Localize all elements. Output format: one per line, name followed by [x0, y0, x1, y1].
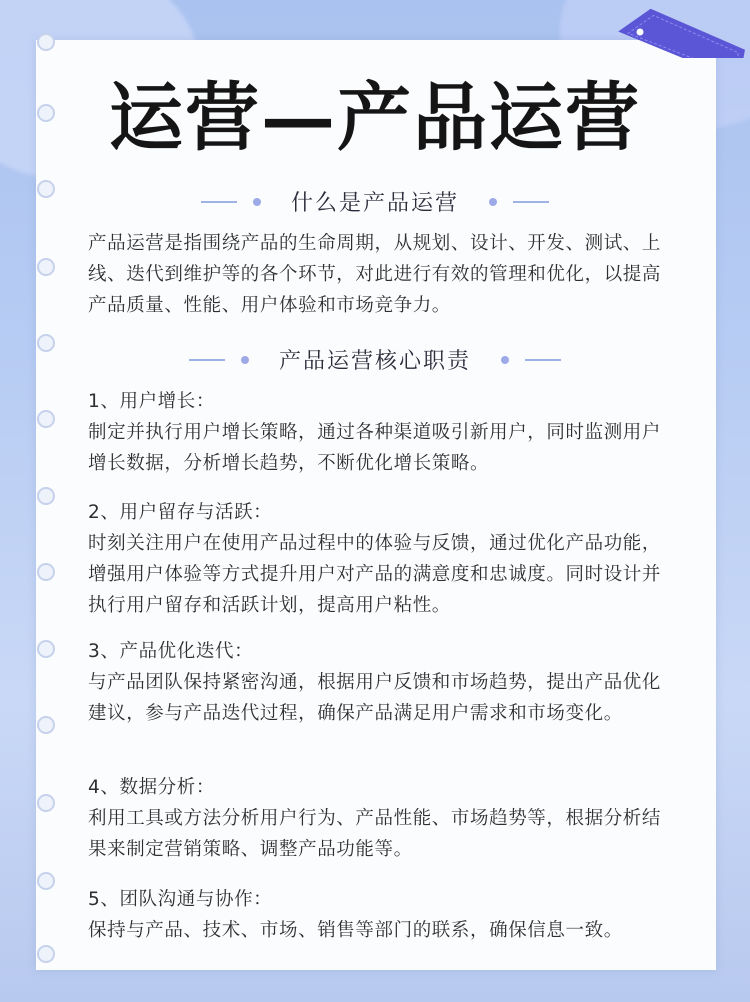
binder-ring-icon [37, 716, 55, 734]
dot-icon [253, 198, 261, 206]
duty-item-title: 3、产品优化迭代： [88, 641, 254, 662]
section-heading-text: 什么是产品运营 [290, 191, 459, 216]
binder-ring-icon [37, 258, 55, 276]
section-body-what-is: 产品运营是指围绕产品的生命周期，从规划、设计、开发、测试、上线、迭代到维护等的各个环节，对此进行有效的管理和优化，以提高产品质量、性能、用户体验和市场竞争力。 [88, 233, 662, 316]
duty-item-title: 1、用户增长： [88, 391, 215, 412]
section-heading-what-is [0, 186, 750, 217]
divider-line [189, 359, 225, 361]
duty-item [88, 772, 668, 865]
section-heading-text: 产品运营核心职责 [278, 349, 471, 374]
duty-item [88, 386, 668, 479]
divider-line [513, 201, 549, 203]
binder-ring-icon [37, 563, 55, 581]
duty-item [88, 636, 668, 729]
bookmark-tag-icon [618, 8, 748, 58]
page-title: 运营—产品运营 [109, 75, 641, 161]
duty-item-title: 5、团队沟通与协作： [88, 889, 273, 910]
dot-icon [241, 356, 249, 364]
binder-ring-icon [37, 794, 55, 812]
binder-ring-icon [37, 945, 55, 963]
duty-item-body: 保持与产品、技术、市场、销售等部门的联系，确保信息一致。 [88, 920, 623, 941]
divider-line [201, 201, 237, 203]
duty-item-body: 利用工具或方法分析用户行为、产品性能、市场趋势等，根据分析结果来制定营销策略、调整产品功能等。 [88, 808, 662, 860]
divider-line [525, 359, 561, 361]
binder-ring-icon [37, 487, 55, 505]
dot-icon [501, 356, 509, 364]
section-heading-duties [0, 344, 750, 375]
duty-item-title: 4、数据分析： [88, 777, 215, 798]
binder-ring-icon [37, 33, 55, 51]
duty-item-title: 2、用户留存与活跃： [88, 502, 273, 523]
binder-ring-icon [37, 410, 55, 428]
binder-ring-icon [37, 640, 55, 658]
duty-item [88, 497, 668, 621]
duty-item [88, 884, 668, 946]
duty-item-body: 制定并执行用户增长策略，通过各种渠道吸引新用户，同时监测用户增长数据，分析增长趋势，不断优化增长策略。 [88, 422, 662, 474]
dot-icon [489, 198, 497, 206]
duty-item-body: 与产品团队保持紧密沟通，根据用户反馈和市场趋势，提出产品优化建议，参与产品迭代过程，确保产品满足用户需求和市场变化。 [88, 672, 662, 724]
duty-item-body: 时刻关注用户在使用产品过程中的体验与反馈，通过优化产品功能，增强用户体验等方式提升用户对产品的满意度和忠诚度。同时设计并执行用户留存和活跃计划，提高用户粘性。 [88, 533, 662, 616]
binder-ring-icon [37, 872, 55, 890]
